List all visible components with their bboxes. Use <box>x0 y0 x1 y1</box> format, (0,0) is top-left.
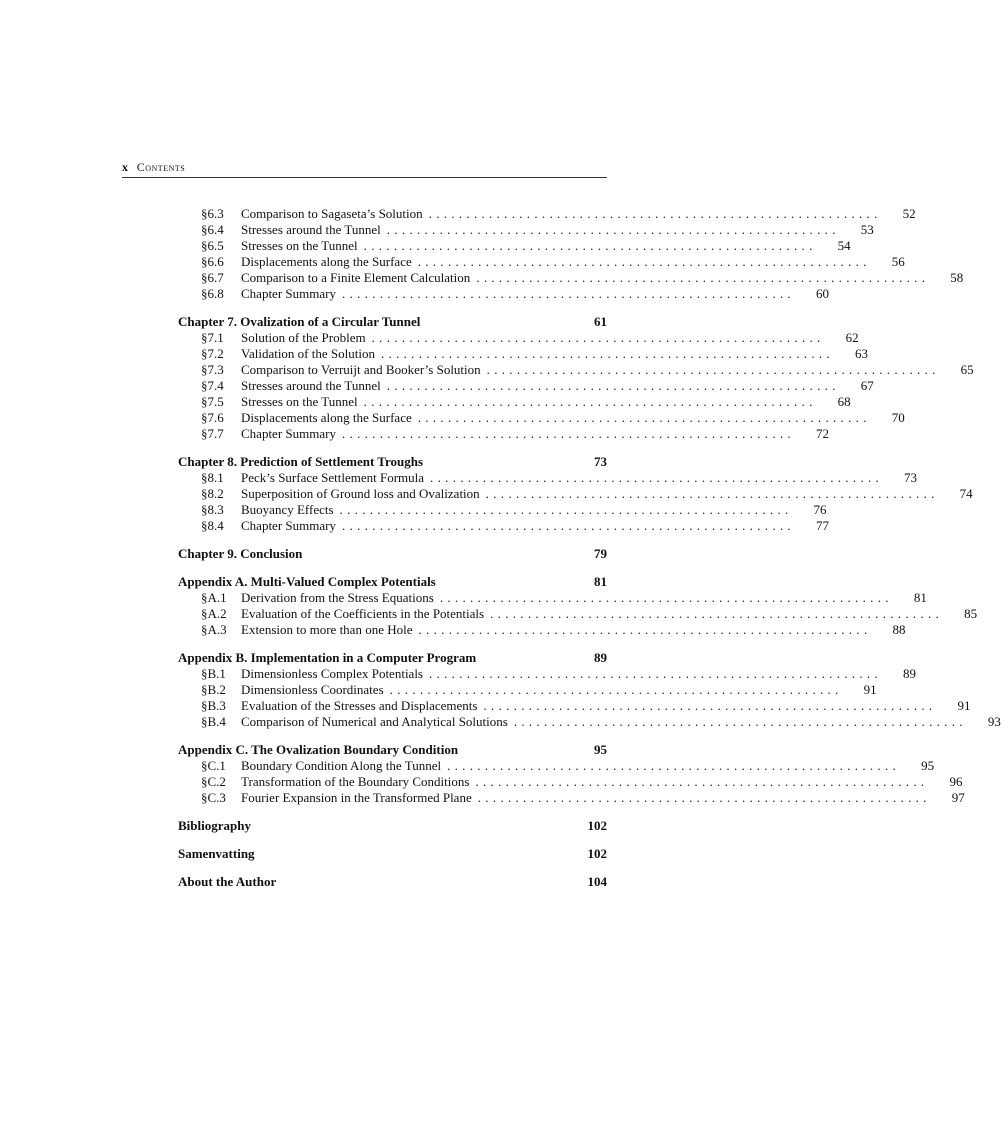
section-title: Fourier Expansion in the Transformed Plane <box>241 790 472 805</box>
dot-leader: ............................................................ <box>439 590 893 605</box>
chapter-title: Appendix C. The Ovalization Boundary Condition <box>178 742 459 757</box>
toc-group <box>178 650 1001 730</box>
section-title: Stresses around the Tunnel <box>241 378 381 393</box>
toc-section-entry[interactable] <box>178 362 974 378</box>
toc-section-entry[interactable] <box>178 470 918 486</box>
toc-chapter-entry[interactable] <box>178 546 607 562</box>
chapter-page-number: 81 <box>594 574 607 589</box>
dot-leader: ............................................................ <box>485 486 939 501</box>
dot-leader: ............................................................ <box>341 286 795 301</box>
toc-chapter-entry[interactable] <box>178 818 607 834</box>
toc-section-entry[interactable] <box>178 410 905 426</box>
toc-group <box>178 314 974 442</box>
section-page-number: 60 <box>815 286 829 301</box>
section-title: Validation of the Solution <box>241 346 375 361</box>
section-number: §6.7 <box>201 270 224 285</box>
section-page-number: 97 <box>951 790 965 805</box>
section-page-number: 91 <box>957 698 971 713</box>
dot-leader: ............................................................ <box>475 774 929 789</box>
chapter-page-number: 79 <box>594 546 607 561</box>
toc-chapter-entry[interactable] <box>178 574 607 590</box>
toc-section-entry[interactable] <box>178 254 905 270</box>
toc-chapter-entry[interactable] <box>178 846 607 862</box>
dot-leader: ............................................................ <box>341 426 795 441</box>
header-page-number: x <box>122 160 128 174</box>
toc-section-entry[interactable] <box>178 590 927 606</box>
section-title: Displacements along the Surface <box>241 254 412 269</box>
section-title: Transformation of the Boundary Conditions <box>241 774 470 789</box>
chapter-title: Samenvatting <box>178 846 255 861</box>
toc-section-entry[interactable] <box>178 714 1001 730</box>
section-number: §7.1 <box>201 330 224 345</box>
chapter-page-number: 95 <box>594 742 607 757</box>
toc-section-entry[interactable] <box>178 378 874 394</box>
dot-leader: ............................................................ <box>417 254 871 269</box>
dot-leader: ............................................................ <box>341 518 795 533</box>
section-page-number: 68 <box>837 394 851 409</box>
section-page-number: 56 <box>891 254 905 269</box>
dot-leader: ............................................................ <box>513 714 967 729</box>
dot-leader: ............................................................ <box>363 238 817 253</box>
chapter-page-number: 73 <box>594 454 607 469</box>
section-page-number: 77 <box>815 518 829 533</box>
section-title: Comparison of Numerical and Analytical Solutions <box>241 714 508 729</box>
section-title: Peck’s Surface Settlement Formula <box>241 470 425 485</box>
chapter-title: Bibliography <box>178 818 251 833</box>
section-page-number: 62 <box>845 330 859 345</box>
section-title: Comparison to Verruijt and Booker’s Solution <box>241 362 481 377</box>
section-page-number: 70 <box>891 410 905 425</box>
toc-section-entry[interactable] <box>178 666 916 682</box>
section-title: Comparison to Sagaseta’s Solution <box>241 206 423 221</box>
toc-section-entry[interactable] <box>178 330 859 346</box>
section-number: §7.5 <box>201 394 224 409</box>
section-page-number: 54 <box>837 238 851 253</box>
section-title: Stresses on the Tunnel <box>241 238 358 253</box>
dot-leader: ............................................................ <box>417 410 871 425</box>
section-page-number: 85 <box>964 606 978 621</box>
toc-section-entry[interactable] <box>178 698 971 714</box>
toc-section-entry[interactable] <box>178 270 964 286</box>
toc-section-entry[interactable] <box>178 758 935 774</box>
toc-chapter-entry[interactable] <box>178 742 607 758</box>
chapter-title: Appendix A. Multi-Valued Complex Potentials <box>178 574 436 589</box>
section-title: Boundary Condition Along the Tunnel <box>241 758 442 773</box>
toc-group <box>178 818 607 834</box>
toc-section-entry[interactable] <box>178 394 851 410</box>
section-page-number: 93 <box>987 714 1001 729</box>
dot-leader: ............................................................ <box>389 682 843 697</box>
section-number: §6.4 <box>201 222 224 237</box>
toc-section-entry[interactable] <box>178 518 829 534</box>
dot-leader: ............................................................ <box>363 394 817 409</box>
section-number: §7.2 <box>201 346 224 361</box>
section-title: Solution of the Problem <box>241 330 366 345</box>
toc-section-entry[interactable] <box>178 606 978 622</box>
chapter-page-number: 61 <box>594 314 607 329</box>
dot-leader: ............................................................ <box>428 206 882 221</box>
section-page-number: 67 <box>860 378 874 393</box>
table-of-contents <box>178 206 1001 890</box>
section-title: Derivation from the Stress Equations <box>241 590 434 605</box>
header-title: Contents <box>136 160 186 174</box>
section-number: §A.1 <box>201 590 227 605</box>
section-title: Superposition of Ground loss and Ovalization <box>241 486 480 501</box>
toc-section-entry[interactable] <box>178 622 906 638</box>
section-number: §7.4 <box>201 378 224 393</box>
section-page-number: 81 <box>913 590 927 605</box>
toc-group <box>178 742 965 806</box>
dot-leader: ............................................................ <box>490 606 944 621</box>
section-number: §8.3 <box>201 502 224 517</box>
section-number: §A.2 <box>201 606 227 621</box>
section-number: §6.3 <box>201 206 224 221</box>
section-page-number: 73 <box>904 470 918 485</box>
dot-leader: ............................................................ <box>476 270 930 285</box>
dot-leader: ............................................................ <box>486 362 940 377</box>
toc-group <box>178 454 973 534</box>
section-page-number: 95 <box>921 758 935 773</box>
section-page-number: 52 <box>902 206 916 221</box>
section-number: §6.8 <box>201 286 224 301</box>
section-page-number: 91 <box>863 682 877 697</box>
toc-section-entry[interactable] <box>178 346 868 362</box>
toc-section-entry[interactable] <box>178 682 877 698</box>
section-title: Extension to more than one Hole <box>241 622 413 637</box>
section-number: §8.1 <box>201 470 224 485</box>
toc-chapter-entry[interactable] <box>178 874 607 890</box>
section-number: §B.2 <box>201 682 226 697</box>
chapter-title: About the Author <box>178 874 277 889</box>
toc-section-entry[interactable] <box>178 426 829 442</box>
dot-leader: ............................................................ <box>386 378 840 393</box>
chapter-title: Chapter 9. Conclusion <box>178 546 303 561</box>
dot-leader: ............................................................ <box>429 666 882 681</box>
dot-leader: ............................................................ <box>371 330 825 345</box>
section-page-number: 76 <box>813 502 827 517</box>
dot-leader: ............................................................ <box>386 222 840 237</box>
dot-leader: ............................................................ <box>477 790 931 805</box>
toc-section-entry[interactable] <box>178 774 963 790</box>
section-number: §6.5 <box>201 238 224 253</box>
chapter-page-number: 102 <box>587 818 607 833</box>
section-page-number: 89 <box>903 666 916 681</box>
section-number: §A.3 <box>201 622 227 637</box>
section-number: §8.2 <box>201 486 224 501</box>
dot-leader: ............................................................ <box>447 758 901 773</box>
dot-leader: ............................................................ <box>483 698 937 713</box>
section-number: §C.2 <box>201 774 226 789</box>
toc-section-entry[interactable] <box>178 502 827 518</box>
section-title: Comparison to a Finite Element Calculation <box>241 270 471 285</box>
section-title: Evaluation of the Stresses and Displacements <box>241 698 478 713</box>
toc-group <box>178 846 607 862</box>
toc-section-entry[interactable] <box>178 486 973 502</box>
toc-section-entry[interactable] <box>178 238 851 254</box>
chapter-title: Appendix B. Implementation in a Computer Program <box>178 650 477 665</box>
section-title: Evaluation of the Coefficients in the Potentials <box>241 606 485 621</box>
section-number: §B.1 <box>201 666 226 681</box>
toc-group <box>178 574 978 638</box>
chapter-page-number: 102 <box>587 846 607 861</box>
toc-section-entry[interactable] <box>178 790 965 806</box>
section-number: §7.3 <box>201 362 224 377</box>
section-number: §6.6 <box>201 254 224 269</box>
section-title: Buoyancy Effects <box>241 502 334 517</box>
chapter-title: Chapter 8. Prediction of Settlement Troughs <box>178 454 424 469</box>
section-page-number: 74 <box>959 486 973 501</box>
section-page-number: 96 <box>949 774 963 789</box>
dot-leader: ............................................................ <box>339 502 793 517</box>
section-page-number: 58 <box>950 270 964 285</box>
section-page-number: 63 <box>854 346 868 361</box>
section-number: §B.3 <box>201 698 226 713</box>
section-title: Displacements along the Surface <box>241 410 412 425</box>
section-title: Chapter Summary <box>241 426 336 441</box>
toc-section-entry[interactable] <box>178 222 874 238</box>
dot-leader: ............................................................ <box>430 470 884 485</box>
dot-leader: ............................................................ <box>380 346 834 361</box>
section-title: Dimensionless Complex Potentials <box>241 666 423 681</box>
toc-group <box>178 546 607 562</box>
chapter-page-number: 104 <box>587 874 607 889</box>
section-number: §8.4 <box>201 518 224 533</box>
chapter-title: Chapter 7. Ovalization of a Circular Tunnel <box>178 314 421 329</box>
toc-group <box>178 874 607 890</box>
section-title: Dimensionless Coordinates <box>241 682 384 697</box>
section-number: §B.4 <box>201 714 226 729</box>
section-page-number: 53 <box>860 222 874 237</box>
section-title: Stresses around the Tunnel <box>241 222 381 237</box>
toc-section-entry[interactable] <box>178 206 916 222</box>
chapter-page-number: 89 <box>594 650 607 665</box>
running-header <box>122 160 607 178</box>
toc-group <box>178 206 964 302</box>
toc-chapter-entry[interactable] <box>178 454 607 470</box>
section-page-number: 72 <box>815 426 829 441</box>
toc-chapter-entry[interactable] <box>178 650 607 666</box>
dot-leader: ............................................................ <box>418 622 872 637</box>
section-title: Chapter Summary <box>241 518 336 533</box>
section-number: §7.6 <box>201 410 224 425</box>
toc-chapter-entry[interactable] <box>178 314 607 330</box>
section-number: §C.3 <box>201 790 226 805</box>
toc-section-entry[interactable] <box>178 286 829 302</box>
section-number: §C.1 <box>201 758 226 773</box>
section-number: §7.7 <box>201 426 224 441</box>
section-title: Stresses on the Tunnel <box>241 394 358 409</box>
section-page-number: 88 <box>892 622 906 637</box>
section-title: Chapter Summary <box>241 286 336 301</box>
section-page-number: 65 <box>960 362 974 377</box>
